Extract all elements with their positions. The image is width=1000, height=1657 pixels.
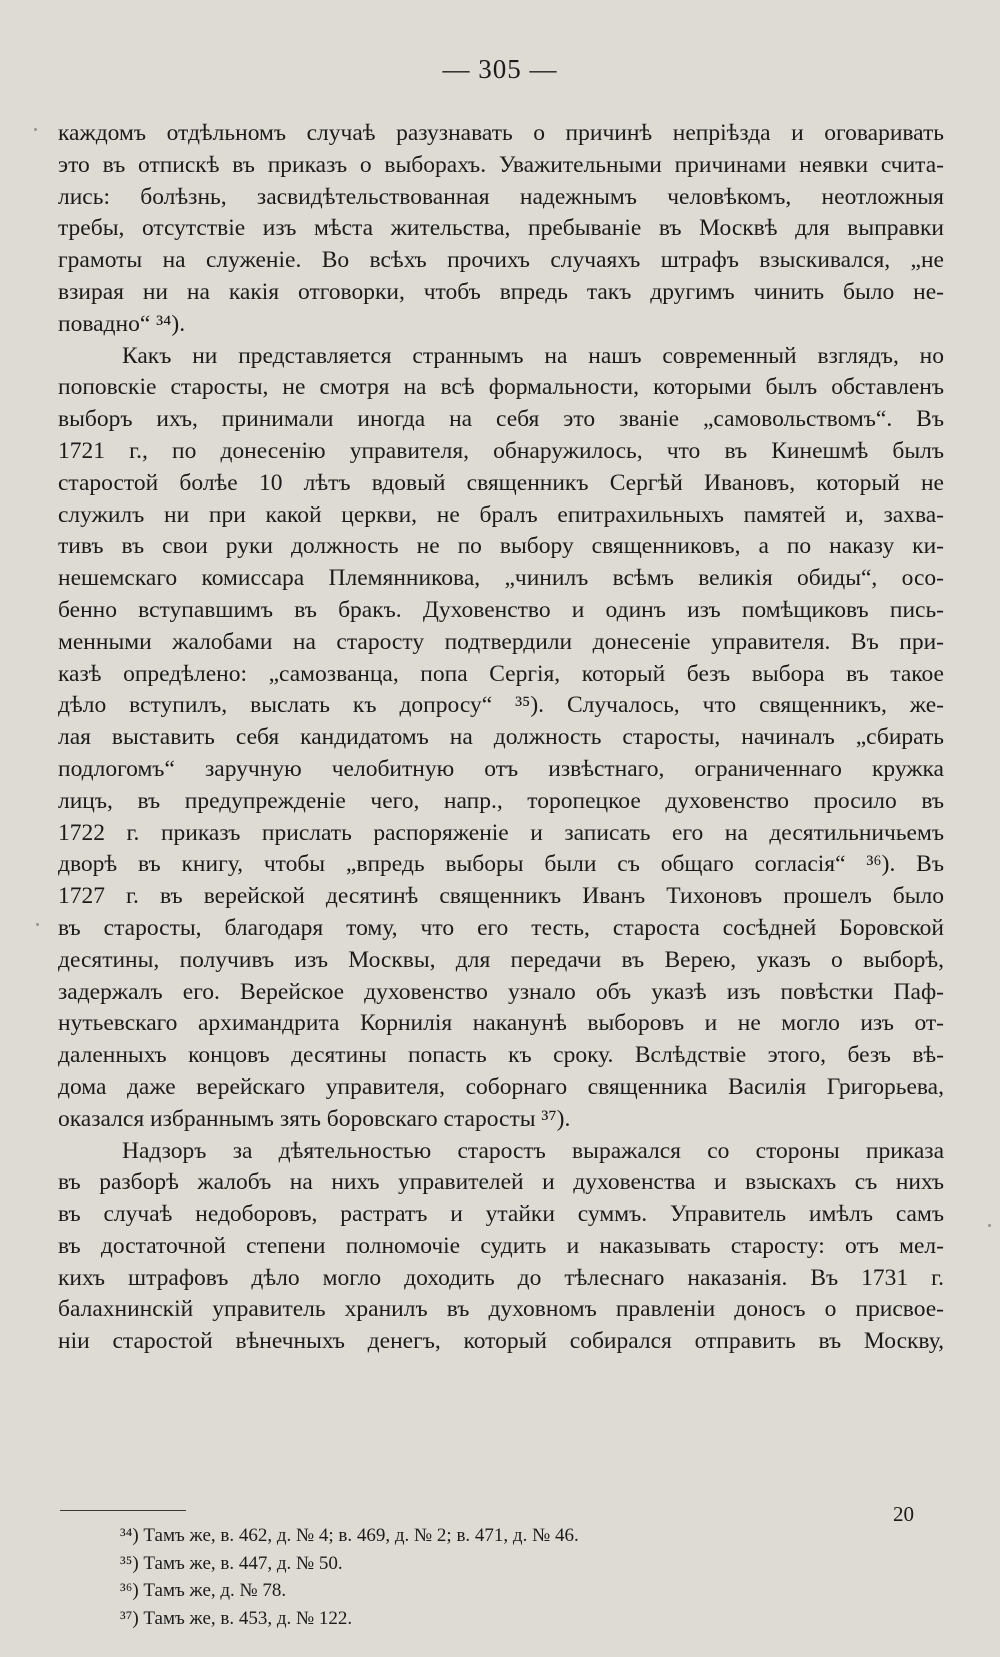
text-line: повадно“ ³⁴). [58,310,186,337]
text-line: въ достаточной степени полномочіе судить и наказывать старосту: отъ мел- [58,1232,944,1259]
text-line: ніи старостой вѣнечныхъ денегъ, который собирался отправить въ Москву, [58,1328,944,1355]
text-line: 1727 г. въ верейской десятинѣ священникъ Иванъ Тихоновъ прошелъ было [58,883,944,910]
text-line: въ случаѣ недоборовъ, растратъ и утайки суммъ. Управитель имѣлъ самъ [58,1201,944,1228]
paper-speck [34,128,37,131]
paper-speck [36,923,39,926]
text-line: кихъ штрафовъ дѣло могло доходить до тѣлеснаго наказанія. Въ 1731 г. [58,1264,944,1291]
footnote: ³⁴) Тамъ же, в. 462, д. № 4; в. 469, д. № 2; в. 471, д. № 46. [120,1525,579,1546]
text-line: каждомъ отдѣльномъ случаѣ разузнавать о причинѣ непріѣзда и оговаривать [58,120,944,146]
text-line: 1721 г., по донесенію управителя, обнаружилось, что въ Кинешмѣ былъ [58,437,944,464]
footnote: ³⁶) Тамъ же, д. № 78. [120,1580,287,1601]
text-line: балахнинскій управитель хранилъ въ духовномъ правленіи доносъ о присвое- [58,1296,944,1323]
text-line: Надзоръ за дѣятельностью старостъ выражался со стороны приказа [122,1137,944,1164]
text-line: оказался избраннымъ зять боровскаго старосты ³⁷). [58,1105,571,1132]
footnotes [120,1522,820,1632]
text-line: это въ отпискѣ въ приказъ о выборахъ. Уважительными причинами неявки счита- [58,151,944,178]
paper-speck [988,1224,991,1227]
text-line: даленныхъ концовъ десятины попасть къ сроку. Вслѣдствіе этого, безъ вѣ- [58,1042,944,1069]
text-line: дома даже верейскаго управителя, соборнаго священника Василія Григорьева, [58,1073,944,1100]
text-line: дворѣ въ книгу, чтобы „впредь выборы были съ общаго согласія“ ³⁶). Въ [58,851,944,878]
text-line: служилъ ни при какой церкви, не бралъ епитрахильныхъ памятей и, захва- [58,501,944,528]
text-line: задержалъ его. Верейское духовенство узнало объ указѣ изъ повѣстки Паф- [58,978,944,1005]
text-line: бенно вступавшимъ въ бракъ. Духовенство и одинъ изъ помѣщиковъ пись- [58,596,944,623]
text-line: 1722 г. приказъ прислать распоряженіе и записать его на десятильничьемъ [58,819,944,846]
text-line: грамоты на служеніе. Во всѣхъ прочихъ случаяхъ штрафъ взыскивался, „не [58,247,944,274]
text-line: Какъ ни представляется страннымъ на нашъ современный взглядъ, но [122,342,944,369]
text-line: выборъ ихъ, принимали иногда на себя это званіе „самовольствомъ“. Въ [58,406,944,433]
text-line: требы, отсутствіе изъ мѣста жительства, пребываніе въ Москвѣ для выправки [58,215,944,242]
signature-mark: 20 [893,1502,914,1526]
text-line: поповскіе старосты, не смотря на всѣ формальности, которыми былъ обставленъ [58,374,944,401]
text-line: въ старосты, благодаря тому, что его тесть, староста сосѣдней Боровской [58,914,944,941]
page-number: — 305 — [442,54,558,84]
text-line: нешемскаго комиссара Племянникова, „чинилъ всѣмъ великія обиды“, осо- [58,565,944,592]
text-line: въ разборѣ жалобъ на нихъ управителей и духовенства и взыскахъ съ нихъ [58,1169,944,1196]
text-line: подлогомъ“ заручную челобитную отъ извѣстнаго, ограниченнаго кружка [58,755,944,782]
text-line: лись: болѣзнь, засвидѣтельствованная надежнымъ человѣкомъ, неотложныя [58,183,944,210]
footnote: ³⁷) Тамъ же, в. 453, д. № 122. [120,1607,353,1629]
text-line: взирая ни на какія отговорки, чтобъ впредь такъ другимъ чинить было не- [58,278,944,305]
text-line: тивъ въ свои руки должность не по выбору священниковъ, а по наказу ки- [58,533,944,560]
text-line: дѣло вступилъ, выслать къ допросу“ ³⁵). Случалось, что священникъ, же- [58,692,944,719]
text-line: старостой болѣе 10 лѣтъ вдовый священникъ Сергѣй Ивановъ, который не [58,469,944,496]
footnote-divider [60,1510,186,1511]
text-line: лицъ, въ предупрежденіе чего, напр., торопецкое духовенство просило въ [58,787,944,814]
text-line: казѣ опредѣлено: „самозванца, попа Сергія, который безъ выбора въ такое [58,660,944,687]
text-line: лая выставить себя кандидатомъ на должность старосты, начиналъ „сбирать [58,724,944,751]
text-line: менными жалобами на старосту подтвердили донесеніе управителя. Въ при- [58,628,944,655]
footnote: ³⁵) Тамъ же, в. 447, д. № 50. [120,1552,343,1574]
text-line: десятины, получивъ изъ Москвы, для передачи въ Верею, указъ о выборѣ, [58,946,944,973]
text-line: нутьевскаго архимандрита Корнилія наканунѣ выборовъ и не могло изъ от- [58,1010,944,1037]
body-text [58,118,944,1358]
